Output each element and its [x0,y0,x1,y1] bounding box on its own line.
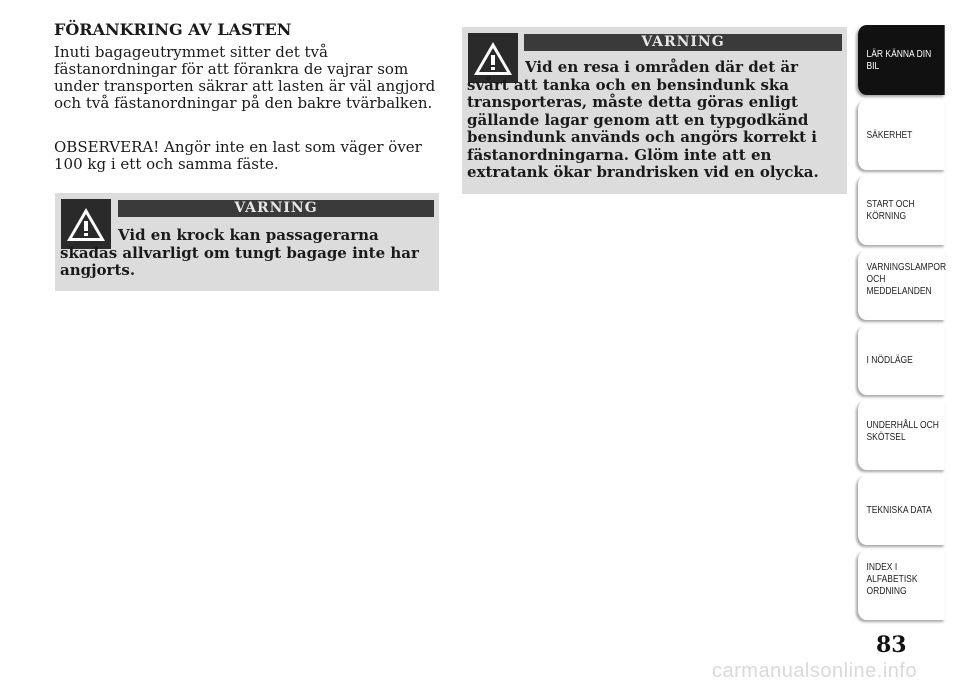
warning-box-fuel-can [462,27,847,194]
tab-label: VARNINGSLAMPOR OCH MEDDELANDEN [866,262,947,297]
page-number: 83 [876,632,907,658]
tab-sakerhet[interactable] [858,100,945,170]
tab-label: UNDERHÅLL OCH SKÖTSEL [866,420,939,443]
tab-label: SÄKERHET [866,130,913,141]
warning-title: VARNING [524,34,842,51]
section-heading: FÖRANKRING AV LASTEN [54,20,292,39]
tab-start-och-korning[interactable] [858,175,945,245]
warning-text: Vid en resa i områden där det är svårt att tanka och en bensindunk ska transporteras, måste detta göras enligt gällande lagar genom att en typgodkänd bensindunk används och angörs korrekt i fästanordningarna. Glöm inte att en extratank ökar brandrisken vid en olycka. [467,58,819,181]
tab-tekniska-data[interactable] [858,475,945,545]
tab-label: I NÖDLÄGE [866,355,913,366]
tab-label: LÄR KÄNNA DIN BIL [866,49,932,72]
tab-lar-kanna-din-bil[interactable] [858,25,945,95]
paragraph-anchoring: Inuti bagageutrymmet sitter det två fästanordningar för att förankra de vajrar som under transporten säkrar att lasten är väl angjord och två fästanordningar på den bakre tvärbalken. [54,43,436,112]
warning-title: VARNING [118,200,434,217]
tab-varningslampor[interactable] [858,250,945,320]
tab-label: START OCH KÖRNING [866,199,915,222]
tab-index[interactable] [858,550,945,620]
tab-i-nodlage[interactable] [858,325,945,395]
chapter-sidebar [858,25,960,625]
warning-box-collision [55,193,439,291]
paragraph-note: OBSERVERA! Angör inte en last som väger över 100 kg i ett och samma fäste. [54,138,422,173]
watermark: carmanualsonline.info [712,660,918,682]
tab-label: INDEX I ALFABETISK ORDNING [866,562,918,597]
warning-text: Vid en krock kan passagerarna skadas allvarligt om tungt bagage inte har angjorts. [60,226,419,279]
tab-label: TEKNISKA DATA [866,505,932,516]
tab-underhall-och-skotsel[interactable] [858,400,945,470]
